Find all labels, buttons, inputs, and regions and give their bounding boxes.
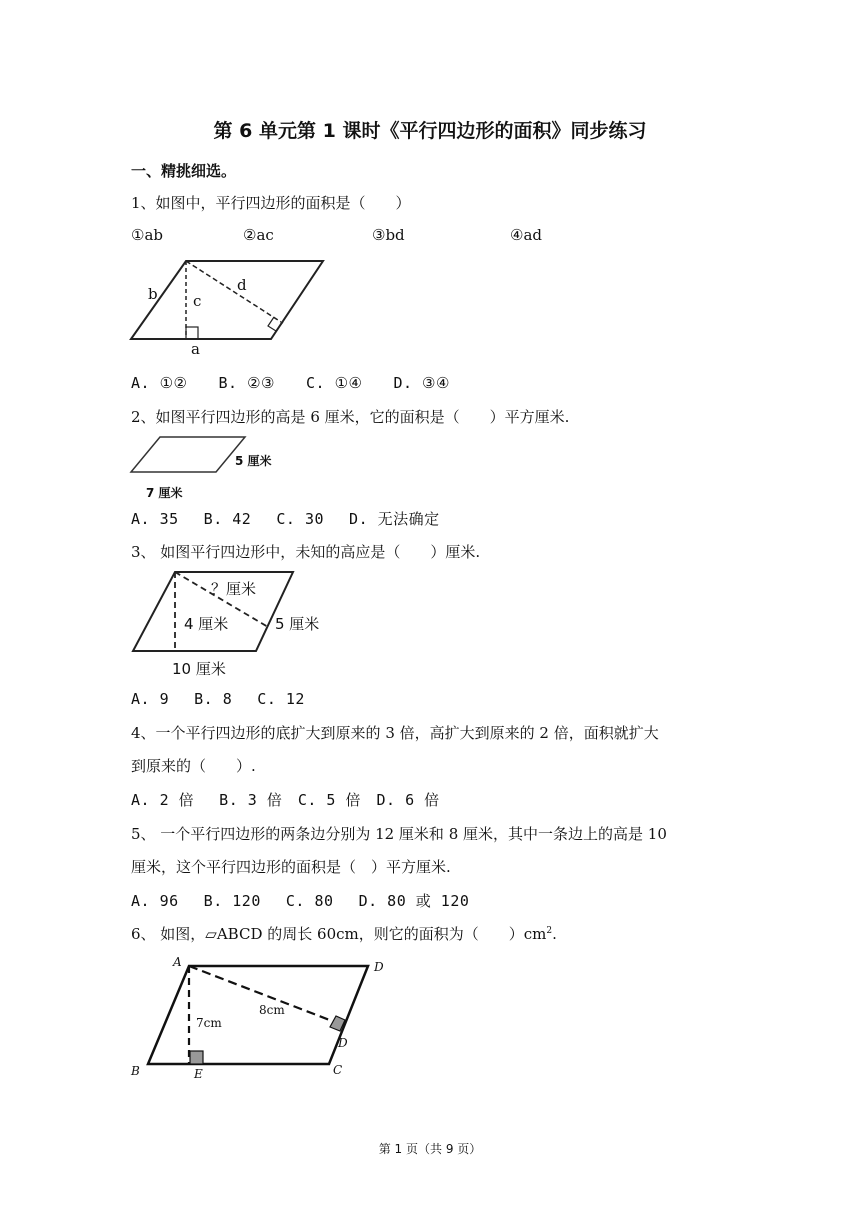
q2-label-side: 5 厘米 [235,454,272,468]
section-heading: 一、精挑细选。 [131,162,237,180]
q3-stem: 3、 如图平行四边形中，未知的高应是（ ）厘米. [131,543,481,561]
q3-options: A. 9 B. 8 C. 12 [131,690,305,708]
q1-choice-1: ①ab [131,226,163,244]
q6-label-a: A [173,955,182,969]
q1-choice-4: ④ad [510,226,542,244]
q3-label-height: 4 厘米 [184,615,229,633]
q2-options: A. 35 B. 42 C. 30 D. 无法确定 [131,510,440,528]
q1-label-c: c [193,292,202,310]
q5-stem-line2: 厘米，这个平行四边形的面积是（ ）平方厘米. [131,858,451,876]
q2-stem: 2、如图平行四边形的高是 6 厘米，它的面积是（ ）平方厘米. [131,408,570,426]
q4-stem-line1: 4、一个平行四边形的底扩大到原来的 3 倍，高扩大到原来的 2 倍，面积就扩大 [131,724,659,742]
q4-options: A. 2 倍 B. 3 倍 C. 5 倍 D. 6 倍 [131,791,440,809]
q3-label-side: 5 厘米 [275,615,320,633]
q6-label-c: C [333,1063,343,1077]
page-title: 第 6 单元第 1 课时《平行四边形的面积》同步练习 [213,120,647,142]
q5-options: A. 96 B. 120 C. 80 D. 80 或 120 [131,892,470,910]
q1-stem: 1、如图中，平行四边形的面积是（ ） [131,194,411,212]
q2-label-base: 7 厘米 [146,486,183,500]
q1-label-d: d [237,276,247,294]
q6-label-7cm: 7cm [196,1016,222,1030]
q6-stem-superscript: 2 [546,926,553,936]
q1-label-b: b [148,285,158,303]
q1-options: A. ①② B. ②③ C. ①④ D. ③④ [131,374,450,392]
q4-stem-line2: 到原来的（ ）. [131,757,256,775]
q6-stem-text: 6、 如图，▱ABCD 的周长 60cm，则它的面积为（ ）cm [131,925,547,943]
q6-label-d-foot: D [338,1036,348,1050]
q6-label-d-top: D [374,960,384,974]
q6-right-angle-e [190,1051,203,1064]
q3-label-unknown: ？厘米 [211,580,257,598]
q6-label-e: E [194,1067,203,1081]
q3-label-base: 10 厘米 [172,660,226,678]
q6-parallelogram [148,966,368,1064]
q6-label-8cm: 8cm [259,1003,285,1017]
q5-stem-line1: 5、 一个平行四边形的两条边分别为 12 厘米和 8 厘米，其中一条边上的高是 10 [131,825,667,843]
q1-choice-2: ②ac [243,226,274,244]
q1-choice-3: ③bd [372,226,405,244]
q6-label-b: B [131,1064,140,1078]
page-footer: 第 1 页（共 9 页） [378,1142,482,1156]
q6-stem-end: . [552,925,557,943]
q1-label-a: a [191,340,200,358]
